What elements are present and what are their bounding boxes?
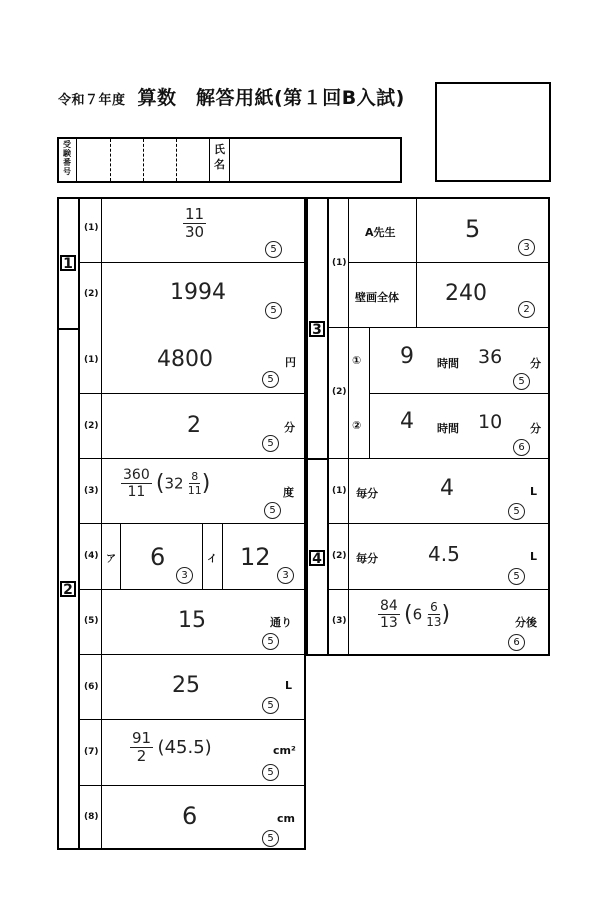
q2-5-score: 5 [262, 633, 279, 650]
q3-1-divider [416, 197, 417, 327]
title-text: 算数 解答用紙(第１回B入試) [137, 87, 405, 109]
q3-2-row2-minutes[interactable]: 10 [478, 411, 503, 433]
q3-2-row1-hours[interactable]: 9 [400, 344, 414, 369]
q4-1-label: (1) [332, 486, 347, 496]
q3-2-row1-label: ① [352, 354, 362, 367]
q3-1-label: (1) [332, 258, 347, 268]
q2-4-label: (4) [84, 551, 99, 561]
q1-1-answer[interactable]: $\frac{11}{30}$ [185, 205, 205, 241]
row-line [348, 262, 550, 263]
q2-7-unit: cm² [273, 744, 296, 757]
q2-5-answer[interactable]: 15 [178, 608, 206, 633]
q1-1-score: 5 [265, 241, 282, 258]
name-input[interactable] [230, 139, 400, 181]
q2-2-answer[interactable]: 2 [187, 413, 201, 438]
row-line [78, 654, 306, 655]
section-divider-1-2 [57, 328, 78, 330]
q4-2-prefix: 毎分 [356, 552, 378, 565]
q2-7-score: 5 [262, 764, 279, 781]
q2-4-divider-a [120, 523, 121, 589]
row-line [78, 393, 306, 394]
row-line [327, 589, 550, 590]
q2-4-divider-c [222, 523, 223, 589]
q1-2-score: 5 [265, 302, 282, 319]
q2-4-part-b-score: 3 [277, 567, 294, 584]
q3-2-row1-score: 5 [513, 373, 530, 390]
right-label-divider [348, 197, 349, 656]
q1-1-label: (1) [84, 223, 99, 233]
q2-7-answer[interactable]: $\frac{91}{2}$ (45.5) [132, 729, 212, 765]
q1-2-label: (2) [84, 289, 99, 299]
q2-2-score: 5 [262, 435, 279, 452]
q2-3-label: (3) [84, 486, 99, 496]
era-label: 令和７年度 [58, 93, 126, 108]
q3-1-row2-label: 壁画全体 [355, 291, 399, 304]
row-line [369, 393, 550, 394]
row-line [78, 458, 306, 459]
name-label: 氏 名 [214, 143, 225, 171]
q2-2-unit: 分 [284, 421, 295, 434]
q4-2-answer[interactable]: 4.5 [428, 542, 460, 566]
section-divider-3-4 [306, 458, 327, 460]
q2-1-answer[interactable]: 4800 [157, 347, 213, 372]
row-line [78, 719, 306, 720]
q2-1-unit: 円 [285, 356, 296, 369]
section-3-number: 3 [309, 319, 325, 338]
q4-1-answer[interactable]: 4 [440, 476, 454, 501]
q3-1-row1-answer[interactable]: 5 [465, 215, 481, 243]
q4-2-score: 5 [508, 568, 525, 585]
q2-8-score: 5 [262, 830, 279, 847]
total-score-box[interactable] [435, 82, 551, 182]
q2-3-unit: 度 [283, 486, 294, 499]
q4-1-unit: L [530, 485, 538, 498]
q3-2-row1-minutes[interactable]: 36 [478, 346, 503, 368]
q2-6-label: (6) [84, 682, 99, 692]
row-line [327, 523, 550, 524]
q3-2-row2-hours[interactable]: 4 [400, 409, 414, 434]
q3-1-row2-answer[interactable]: 240 [445, 281, 487, 306]
q2-5-label: (5) [84, 616, 99, 626]
q4-1-score: 5 [508, 503, 525, 520]
q3-1-row1-label: A先生 [365, 226, 396, 239]
q2-8-answer[interactable]: 6 [182, 802, 198, 830]
q2-5-unit: 通り [270, 616, 292, 629]
q3-2-divider [369, 327, 370, 458]
q4-3-label: (3) [332, 616, 347, 626]
q2-4-part-a-label: ア [106, 554, 116, 565]
exam-number-label: 受 験 番 号 [63, 140, 71, 176]
q3-1-row2-score: 2 [518, 301, 535, 318]
q2-1-label: (1) [84, 355, 99, 365]
q2-3-answer[interactable]: $\frac{360}{11}$ (32 $\frac{8}{11}$ ) [123, 467, 211, 500]
q4-2-label: (2) [332, 551, 347, 561]
q2-4-divider-b [202, 523, 203, 589]
row-line [327, 458, 550, 459]
row-line [78, 589, 306, 590]
q2-4-part-b-answer[interactable]: 12 [240, 543, 271, 571]
q2-4-part-a-score: 3 [176, 567, 193, 584]
q2-2-label: (2) [84, 421, 99, 431]
q3-2-row2-hours-unit: 時間 [437, 422, 459, 435]
row-line [78, 262, 306, 263]
section-1-number: 1 [60, 253, 76, 272]
section-2-number: 2 [60, 579, 76, 598]
q3-2-row2-minutes-unit: 分 [530, 422, 541, 435]
q2-8-label: (8) [84, 812, 99, 822]
sheet-title [58, 83, 405, 110]
q4-1-prefix: 毎分 [356, 487, 378, 500]
exam-id-name-table [57, 137, 402, 183]
q3-2-row1-minutes-unit: 分 [530, 357, 541, 370]
q3-2-row1-hours-unit: 時間 [437, 357, 459, 370]
q4-3-answer[interactable]: $\frac{84}{13}$ (6 $\frac{6}{13}$ ) [380, 598, 451, 631]
row-line [327, 327, 550, 328]
q4-3-unit: 分後 [515, 616, 537, 629]
q2-8-unit: cm [277, 812, 295, 825]
q2-7-label: (7) [84, 747, 99, 757]
q2-4-part-a-answer[interactable]: 6 [150, 543, 166, 571]
q3-2-row2-score: 6 [513, 439, 530, 456]
exam-number-input[interactable] [77, 139, 209, 181]
row-line [78, 523, 306, 524]
q1-2-answer[interactable]: 1994 [170, 280, 226, 305]
q4-2-unit: L [530, 550, 538, 563]
section-4-number: 4 [309, 548, 325, 567]
q2-6-unit: L [285, 679, 293, 692]
q3-1-row1-score: 3 [518, 239, 535, 256]
q2-1-score: 5 [262, 371, 279, 388]
q2-6-answer[interactable]: 25 [172, 673, 200, 698]
q2-6-score: 5 [262, 697, 279, 714]
q2-3-score: 5 [264, 502, 281, 519]
q2-4-part-b-label: イ [207, 554, 217, 565]
right-divider [327, 197, 329, 656]
q3-2-row2-label: ② [352, 419, 362, 432]
q4-3-score: 6 [508, 634, 525, 651]
row-line [78, 785, 306, 786]
q3-2-label: (2) [332, 387, 347, 397]
